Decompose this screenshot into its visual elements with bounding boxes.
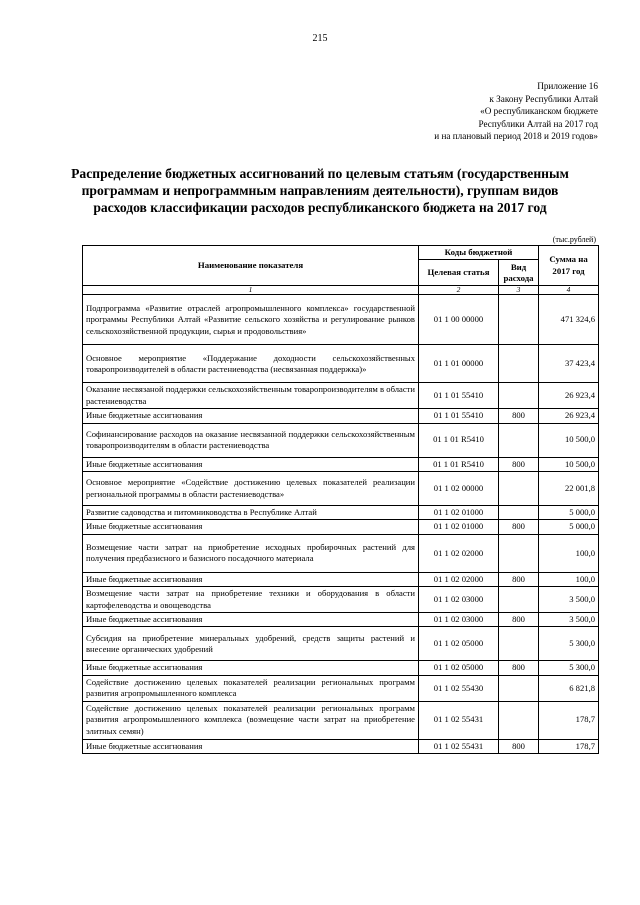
- row-name: Подпрограмма «Развитие отраслей агропромышленного комплекса» государственной программы Республики Алтай «Развитие сельского хозяйства и регулирование рынков сельскохозяйственной продукции, сырья и продовольствия»: [83, 295, 419, 345]
- row-target-code: 01 1 02 01000: [419, 506, 499, 520]
- row-name: Возмещение части затрат на приобретение исходных пробирочных растений для получения предбазисного и базисного посадочного материала: [83, 534, 419, 572]
- row-target-code: 01 1 02 55430: [419, 675, 499, 701]
- row-expense-type: [499, 506, 539, 520]
- document-title: [70, 165, 570, 216]
- row-expense-type: [499, 345, 539, 383]
- table-row: [83, 587, 599, 613]
- row-name: Содействие достижению целевых показателей реализации региональных программ развития агропромышленного комплекса (возмещение части затрат на приобретение элитных семян): [83, 701, 419, 739]
- table-row: [83, 423, 599, 457]
- row-name: Иные бюджетные ассигнования: [83, 572, 419, 586]
- table-row: [83, 661, 599, 675]
- row-name: Иные бюджетные ассигнования: [83, 520, 419, 534]
- header-codes: Коды бюджетной: [419, 246, 539, 260]
- row-expense-type: [499, 295, 539, 345]
- row-amount: 5 000,0: [539, 506, 599, 520]
- table-row: [83, 506, 599, 520]
- row-amount: 178,7: [539, 739, 599, 753]
- row-expense-type: 800: [499, 613, 539, 627]
- row-expense-type: [499, 383, 539, 409]
- row-amount: 22 001,8: [539, 472, 599, 506]
- row-target-code: 01 1 00 00000: [419, 295, 499, 345]
- row-name: Иные бюджетные ассигнования: [83, 409, 419, 423]
- row-expense-type: [499, 587, 539, 613]
- row-target-code: 01 1 01 55410: [419, 409, 499, 423]
- table-row: [83, 472, 599, 506]
- column-number: 1: [83, 286, 419, 295]
- title-line: Распределение бюджетных ассигнований по целевым статьям (государственным: [71, 166, 569, 181]
- row-expense-type: 800: [499, 572, 539, 586]
- table-row: [83, 534, 599, 572]
- row-expense-type: 800: [499, 661, 539, 675]
- row-target-code: 01 1 02 02000: [419, 572, 499, 586]
- row-name: Иные бюджетные ассигнования: [83, 661, 419, 675]
- header-expense-type: Вид расхода: [499, 260, 539, 286]
- row-target-code: 01 1 02 02000: [419, 534, 499, 572]
- row-target-code: 01 1 02 05000: [419, 661, 499, 675]
- row-target-code: 01 1 01 55410: [419, 383, 499, 409]
- table-row: [83, 739, 599, 753]
- row-target-code: 01 1 02 05000: [419, 627, 499, 661]
- row-expense-type: 800: [499, 739, 539, 753]
- appendix-line: Республики Алтай на 2017 год: [478, 118, 598, 129]
- column-number: 4: [539, 286, 599, 295]
- row-amount: 100,0: [539, 534, 599, 572]
- row-name: Иные бюджетные ассигнования: [83, 457, 419, 471]
- row-target-code: 01 1 02 55431: [419, 701, 499, 739]
- row-expense-type: [499, 423, 539, 457]
- appendix-line: и на плановый период 2018 и 2019 годов»: [434, 131, 598, 141]
- table-row: [83, 627, 599, 661]
- row-amount: 37 423,4: [539, 345, 599, 383]
- table-row: [83, 701, 599, 739]
- header-sum: Сумма на 2017 год: [539, 246, 599, 286]
- row-target-code: 01 1 02 00000: [419, 472, 499, 506]
- row-name: Субсидия на приобретение минеральных удобрений, средств защиты растений и внесение органических удобрений: [83, 627, 419, 661]
- row-target-code: 01 1 02 01000: [419, 520, 499, 534]
- row-amount: 5 000,0: [539, 520, 599, 534]
- row-target-code: 01 1 02 03000: [419, 613, 499, 627]
- row-name: Развитие садоводства и питомниководства в Республике Алтай: [83, 506, 419, 520]
- page-number: 215: [312, 33, 328, 44]
- row-target-code: 01 1 01 R5410: [419, 457, 499, 471]
- table-row: [83, 383, 599, 409]
- row-amount: 26 923,4: [539, 409, 599, 423]
- appendix-line: «О республиканском бюджете: [480, 106, 598, 116]
- row-amount: 10 500,0: [539, 423, 599, 457]
- row-amount: 3 500,0: [539, 587, 599, 613]
- row-expense-type: 800: [499, 520, 539, 534]
- table-row: [83, 457, 599, 471]
- row-amount: 178,7: [539, 701, 599, 739]
- row-name: Основное мероприятие «Поддержание доходности сельскохозяйственных товаропроизводителей в области растениеводства (несвязанная поддержка)»: [83, 345, 419, 383]
- budget-table: [82, 245, 599, 754]
- row-amount: 10 500,0: [539, 457, 599, 471]
- column-number: 3: [499, 286, 539, 295]
- row-amount: 100,0: [539, 572, 599, 586]
- row-name: Содействие достижению целевых показателей реализации региональных программ развития агропромышленного комплекса: [83, 675, 419, 701]
- header-name: Наименование показателя: [83, 246, 419, 286]
- title-line: программам и непрограммным направлениям деятельности), группам видов: [81, 183, 559, 198]
- table-row: [83, 520, 599, 534]
- appendix-reference: [434, 80, 598, 143]
- appendix-line: Приложение 16: [537, 81, 598, 91]
- units-label: (тыс.рублей): [552, 235, 596, 244]
- table-row: [83, 613, 599, 627]
- row-expense-type: [499, 472, 539, 506]
- row-amount: 3 500,0: [539, 613, 599, 627]
- row-expense-type: 800: [499, 457, 539, 471]
- row-amount: 471 324,6: [539, 295, 599, 345]
- row-target-code: 01 1 01 00000: [419, 345, 499, 383]
- row-name: Оказание несвязаной поддержки сельскохозяйственным товаропроизводителям в области растениеводства: [83, 383, 419, 409]
- row-amount: 26 923,4: [539, 383, 599, 409]
- row-expense-type: [499, 675, 539, 701]
- column-number: 2: [419, 286, 499, 295]
- table-row: [83, 409, 599, 423]
- title-line: расходов классификации расходов республиканского бюджета на 2017 год: [93, 200, 547, 215]
- row-target-code: 01 1 02 55431: [419, 739, 499, 753]
- header-target: Целевая статья: [419, 260, 499, 286]
- row-expense-type: [499, 627, 539, 661]
- table-row: [83, 295, 599, 345]
- row-amount: 5 300,0: [539, 627, 599, 661]
- row-name: Основное мероприятие «Содействие достижению целевых показателей реализации региональной программы в области растениеводства»: [83, 472, 419, 506]
- row-target-code: 01 1 02 03000: [419, 587, 499, 613]
- table-row: [83, 345, 599, 383]
- table-row: [83, 675, 599, 701]
- table-row: [83, 572, 599, 586]
- row-name: Возмещение части затрат на приобретение техники и оборудования в области картофелеводства и овощеводства: [83, 587, 419, 613]
- row-name: Иные бюджетные ассигнования: [83, 739, 419, 753]
- appendix-line: к Закону Республики Алтай: [489, 93, 598, 104]
- row-target-code: 01 1 01 R5410: [419, 423, 499, 457]
- table-body: [83, 295, 599, 754]
- row-name: Софинансирование расходов на оказание несвязанной поддержки сельскохозяйственным товаропроизводителям в области растениеводства: [83, 423, 419, 457]
- row-name: Иные бюджетные ассигнования: [83, 613, 419, 627]
- row-expense-type: [499, 534, 539, 572]
- row-expense-type: 800: [499, 409, 539, 423]
- row-amount: 5 300,0: [539, 661, 599, 675]
- row-amount: 6 821,8: [539, 675, 599, 701]
- row-expense-type: [499, 701, 539, 739]
